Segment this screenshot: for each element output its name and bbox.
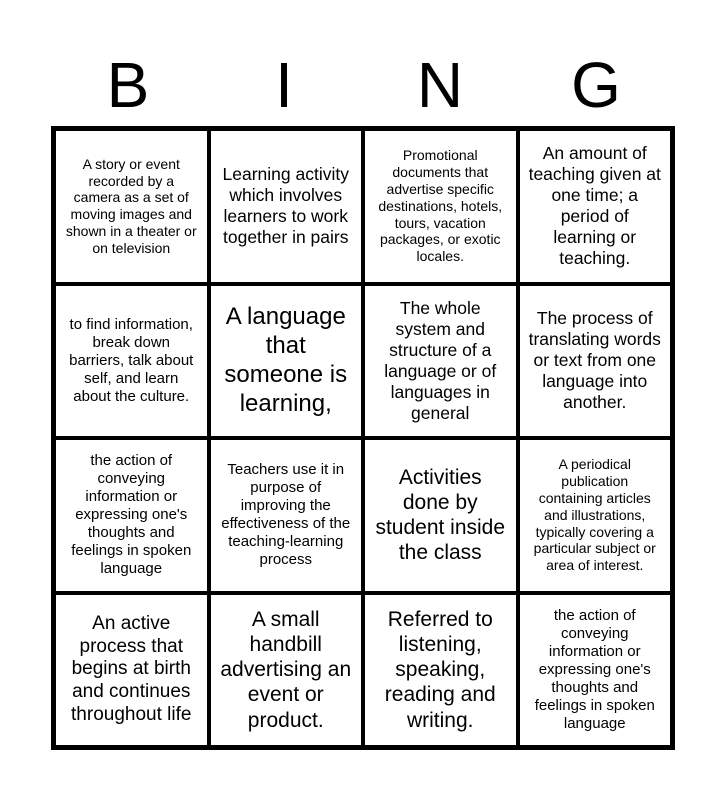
bingo-cell-r2c2[interactable] bbox=[209, 284, 364, 439]
header-letter-b: B bbox=[106, 49, 150, 121]
cell-text: the action of conveying information or expressing one's thoughts and feelings in spoken language bbox=[71, 452, 192, 578]
bingo-cell-r1c2[interactable] bbox=[209, 129, 364, 284]
cell-text: A language that someone is learning, bbox=[224, 303, 348, 417]
cell-text: Activities done by student inside the class bbox=[375, 465, 506, 565]
bingo-cell-r1c3[interactable] bbox=[363, 129, 518, 284]
bingo-cell-r3c3[interactable] bbox=[363, 438, 518, 593]
cell-text: A story or event recorded by a camera as a set of moving images and shown in a theater or on television bbox=[65, 155, 197, 256]
cell-text: Teachers use it in purpose of improving the effectiveness of the teaching-learning process bbox=[221, 461, 351, 569]
cell-text: An amount of teaching given at one time; a period of learning or teaching. bbox=[528, 143, 661, 269]
bingo-cell-r4c3[interactable] bbox=[363, 593, 518, 748]
cell-text: Referred to listening, speaking, reading and writing. bbox=[384, 607, 496, 732]
cell-text: A periodical publication containing articles and illustrations, typically covering a particular subject or area of interest. bbox=[533, 456, 656, 574]
header-letter-g: G bbox=[571, 49, 621, 121]
cell-text: An active process that begins at birth and continues throughout life bbox=[71, 612, 192, 725]
bingo-cell-r4c2[interactable] bbox=[209, 593, 364, 748]
bingo-cell-r2c4[interactable] bbox=[518, 284, 673, 439]
cell-text: A small handbill advertising an event or product. bbox=[220, 607, 352, 732]
bingo-cell-r2c1[interactable] bbox=[54, 284, 209, 439]
bingo-cell-r4c1[interactable] bbox=[54, 593, 209, 748]
cell-text: The process of translating words or text from one language into another. bbox=[528, 308, 661, 413]
bingo-cell-r3c2[interactable] bbox=[209, 438, 364, 593]
bingo-cell-r1c4[interactable] bbox=[518, 129, 673, 284]
bingo-header bbox=[50, 48, 675, 122]
cell-text: The whole system and structure of a language or of languages in general bbox=[384, 297, 497, 423]
cell-text: to find information, break down barriers, talk about self, and learn about the culture. bbox=[69, 315, 194, 405]
bingo-board bbox=[51, 126, 675, 750]
cell-text: Learning activity which involves learners to work together in pairs bbox=[222, 164, 349, 248]
bingo-cell-r1c1[interactable] bbox=[54, 129, 209, 284]
bingo-cell-r3c4[interactable] bbox=[518, 438, 673, 593]
header-letter-i: I bbox=[275, 49, 293, 121]
cell-text: Promotional documents that advertise specific destinations, hotels, tours, vacation packages, or exotic locales. bbox=[378, 147, 503, 265]
bingo-cell-r4c4[interactable] bbox=[518, 593, 673, 748]
bingo-cell-r2c3[interactable] bbox=[363, 284, 518, 439]
header-letter-n: N bbox=[416, 49, 464, 121]
cell-text: the action of conveying information or expressing one's thoughts and feelings in spoken language bbox=[534, 606, 655, 732]
bingo-cell-r3c1[interactable] bbox=[54, 438, 209, 593]
